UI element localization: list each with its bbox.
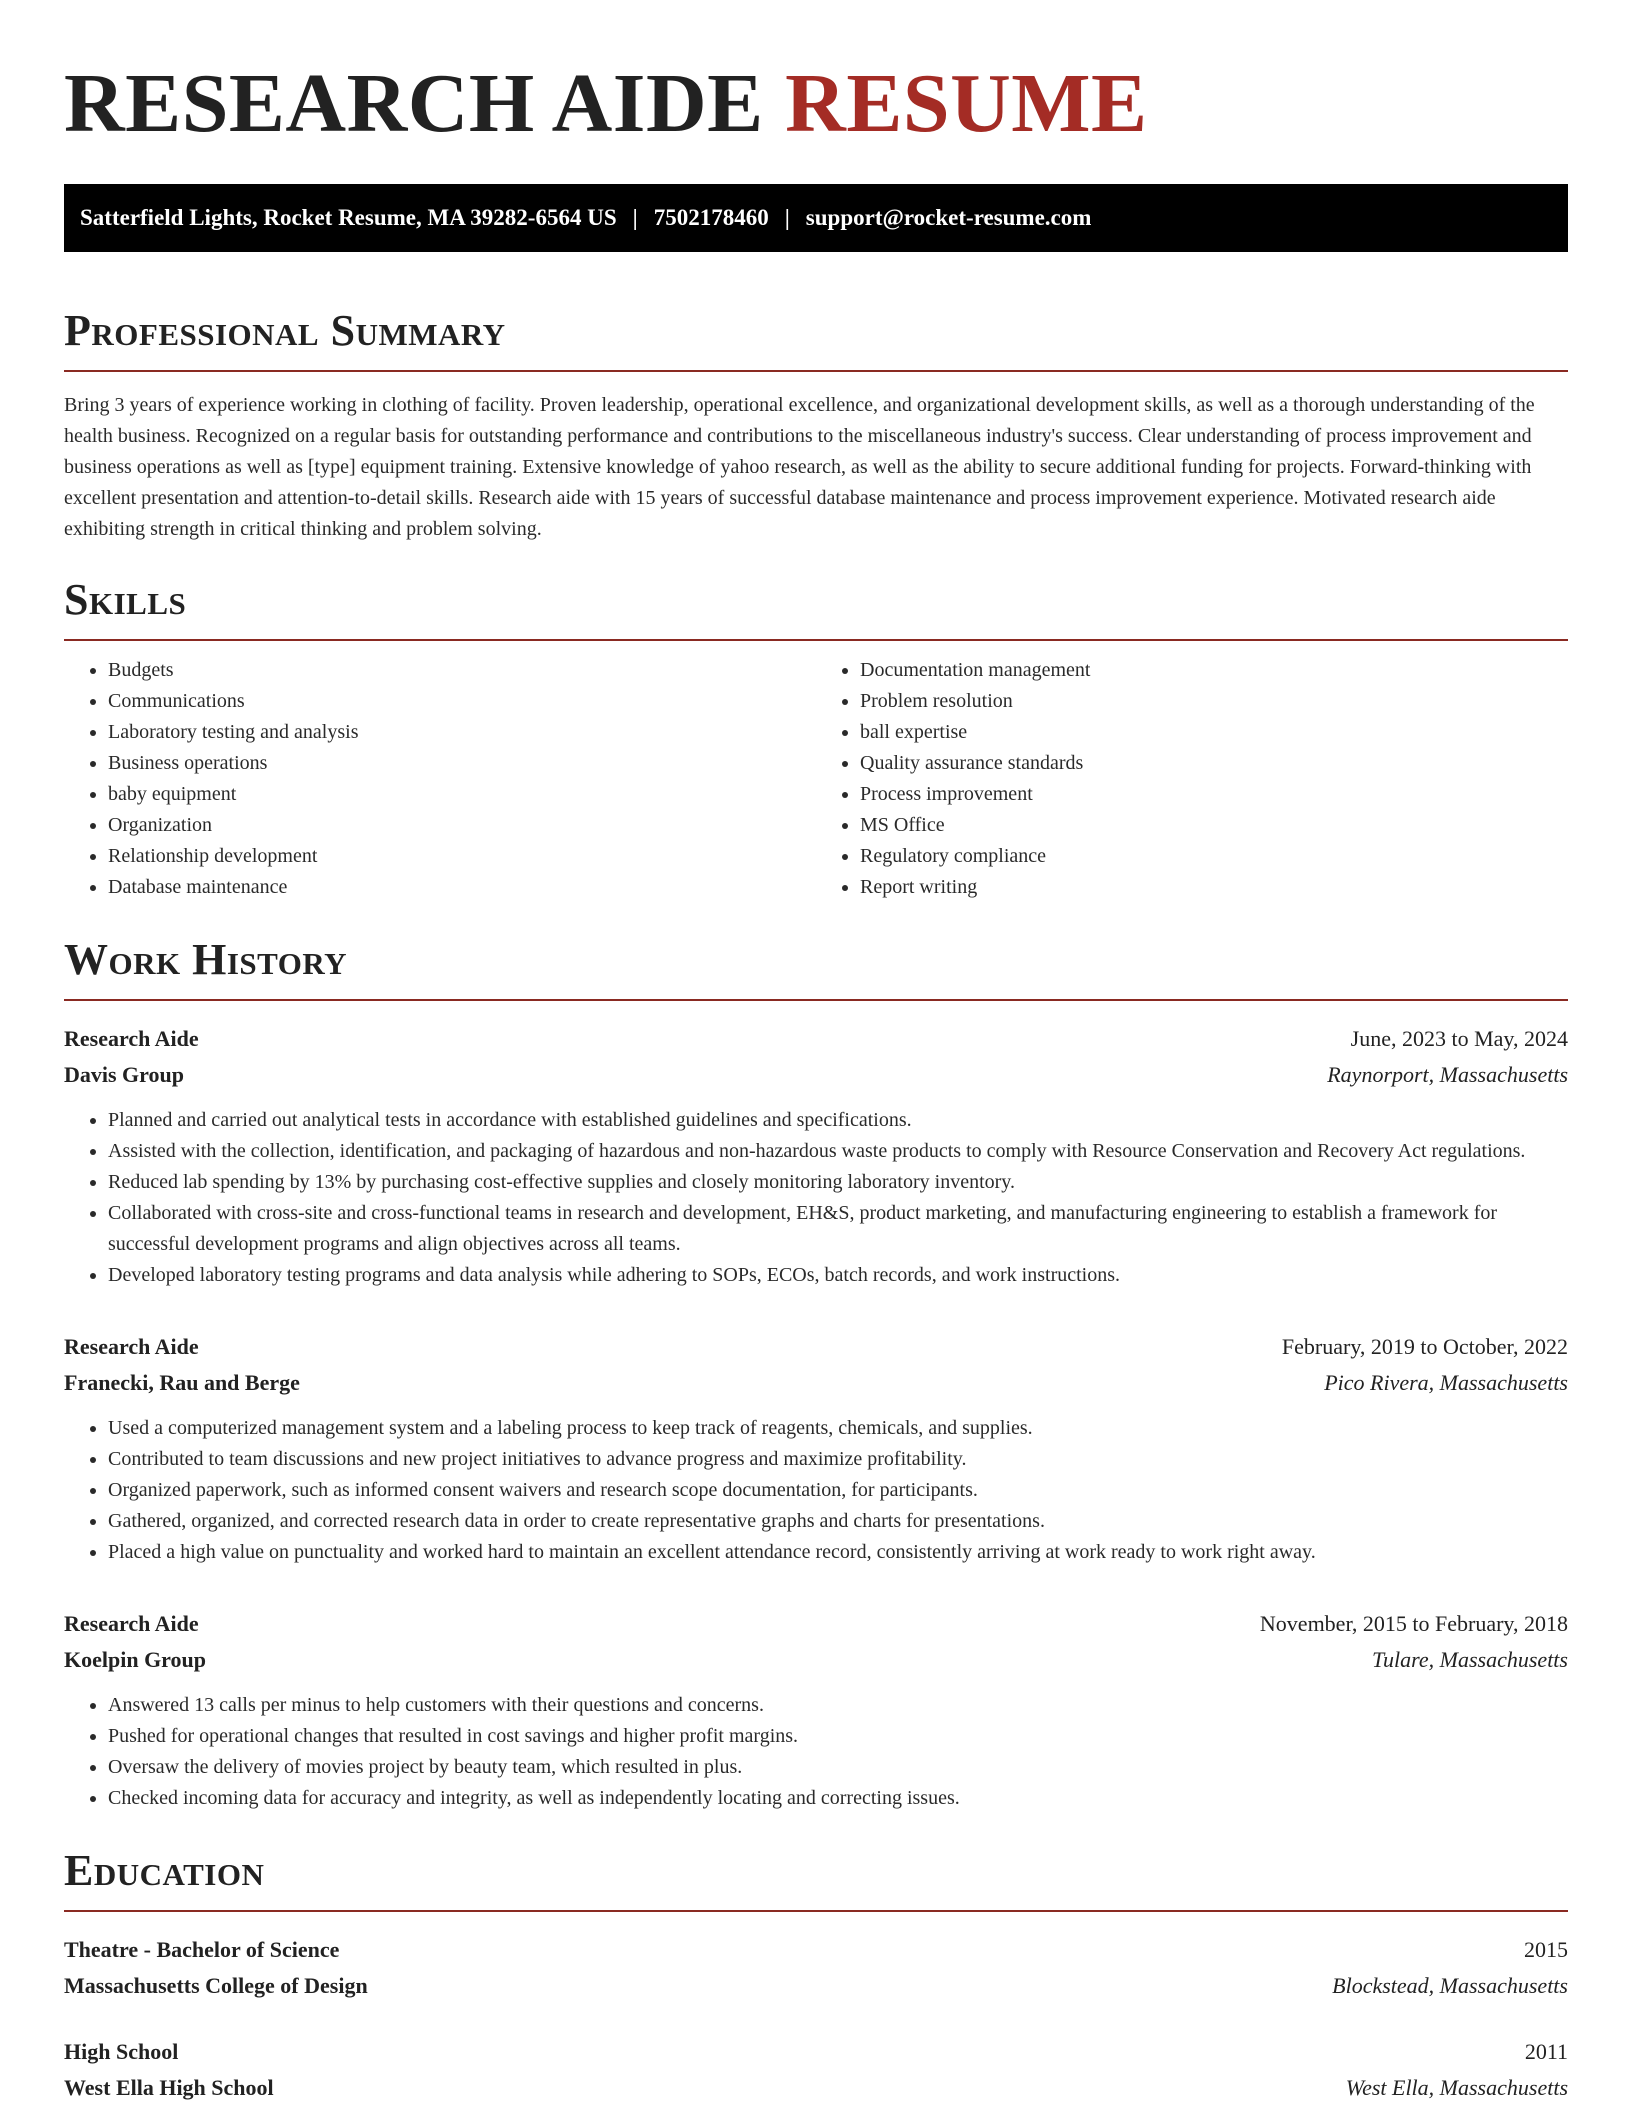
contact-separator: | bbox=[632, 205, 638, 230]
job-bullet: • Organized paperwork, such as informed consent waivers and research scope documentation, for participants. bbox=[108, 1475, 1568, 1506]
job-bullet: • Placed a high value on punctuality and worked hard to maintain an excellent attendance record, consistently arriving at work ready to work right away. bbox=[108, 1537, 1568, 1568]
professional-summary-section bbox=[64, 304, 1568, 545]
job-dates: November, 2015 to February, 2018 bbox=[1259, 1611, 1568, 1636]
job-entry bbox=[64, 1329, 1568, 1568]
skill-item: • Documentation management bbox=[860, 655, 1568, 686]
job-bullet: • Answered 13 calls per minus to help customers with their questions and concerns. bbox=[108, 1690, 1568, 1721]
job-bullet: • Reduced lab spending by 13% by purchasing cost-effective supplies and closely monitoring laboratory inventory. bbox=[108, 1167, 1568, 1198]
section-divider bbox=[64, 639, 1568, 641]
skill-item: • Problem resolution bbox=[860, 686, 1568, 717]
contact-bar bbox=[64, 184, 1568, 252]
contact-email[interactable]: support@rocket-resume.com bbox=[805, 205, 1092, 230]
work-history-section bbox=[64, 933, 1568, 1814]
job-entry bbox=[64, 1606, 1568, 1814]
section-heading-skills: Skills bbox=[64, 575, 187, 624]
skill-item: • Quality assurance standards bbox=[860, 748, 1568, 779]
education-school: Massachusetts College of Design bbox=[64, 1973, 368, 1998]
job-bullet: • Developed laboratory testing programs and data analysis while adhering to SOPs, ECOs, batch records, and work instructions. bbox=[108, 1260, 1568, 1291]
section-heading-work: Work History bbox=[64, 935, 348, 984]
job-company: Franecki, Rau and Berge bbox=[64, 1370, 300, 1395]
job-company: Davis Group bbox=[64, 1062, 185, 1087]
resume-title bbox=[64, 0, 1568, 152]
contact-address: Satterfield Lights, Rocket Resume, MA 39282-6564 US bbox=[80, 205, 617, 230]
contact-separator: | bbox=[784, 205, 790, 230]
skills-section bbox=[64, 573, 1568, 903]
skill-item: • Database maintenance bbox=[108, 872, 816, 903]
job-title-row bbox=[64, 1021, 1568, 1057]
job-company: Koelpin Group bbox=[64, 1647, 207, 1672]
job-title: Research Aide bbox=[64, 1334, 199, 1359]
skill-item: • baby equipment bbox=[108, 779, 816, 810]
education-school-row bbox=[64, 2070, 1568, 2106]
job-entry bbox=[64, 1021, 1568, 1291]
job-title-row bbox=[64, 1329, 1568, 1365]
education-degree: Theatre - Bachelor of Science bbox=[64, 1937, 340, 1962]
skill-item: • ball expertise bbox=[860, 717, 1568, 748]
education-section bbox=[64, 1844, 1568, 2106]
job-company-row bbox=[64, 1365, 1568, 1401]
job-location: Tulare, Massachusetts bbox=[1372, 1647, 1568, 1672]
skill-item: • Communications bbox=[108, 686, 816, 717]
job-title: Research Aide bbox=[64, 1611, 199, 1636]
education-degree-row bbox=[64, 2034, 1568, 2070]
job-dates: June, 2023 to May, 2024 bbox=[1350, 1026, 1568, 1051]
job-bullet: • Oversaw the delivery of movies project by beauty team, which resulted in plus. bbox=[108, 1752, 1568, 1783]
job-bullets bbox=[64, 1105, 1568, 1291]
education-location: Blockstead, Massachusetts bbox=[1332, 1973, 1568, 1998]
education-entry bbox=[64, 1932, 1568, 2004]
job-company-row bbox=[64, 1642, 1568, 1678]
skill-item: • Relationship development bbox=[108, 841, 816, 872]
job-location: Raynorport, Massachusetts bbox=[1327, 1062, 1568, 1087]
job-company-row bbox=[64, 1057, 1568, 1093]
job-dates: February, 2019 to October, 2022 bbox=[1281, 1334, 1568, 1359]
skill-item: • MS Office bbox=[860, 810, 1568, 841]
skill-item: • Report writing bbox=[860, 872, 1568, 903]
job-bullets bbox=[64, 1690, 1568, 1814]
job-bullet: • Gathered, organized, and corrected research data in order to create representative graphs and charts for presentations. bbox=[108, 1506, 1568, 1537]
skill-item: • Laboratory testing and analysis bbox=[108, 717, 816, 748]
education-entry bbox=[64, 2034, 1568, 2106]
education-year: 2015 bbox=[1524, 1937, 1568, 1962]
skills-list-left bbox=[64, 655, 816, 903]
education-school-row bbox=[64, 1968, 1568, 2004]
education-year: 2011 bbox=[1524, 2039, 1568, 2064]
education-degree: High School bbox=[64, 2039, 179, 2064]
skills-columns bbox=[64, 655, 1568, 903]
summary-text: Bring 3 years of experience working in clothing of facility. Proven leadership, operational excellence, and organizational development skills, as well as a thorough understanding of the health business. Recognized on a regular basis for outstanding performance and contributions to the miscellaneous industry's success. Clear understanding of process improvement and business operations as well as [type] equipment training. Extensive knowledge of yahoo research, as well as the ability to secure additional funding for projects. Forward-thinking with excellent presentation and attention-to-detail skills. Research aide with 15 years of successful database maintenance and process improvement experience. Motivated research aide exhibiting strength in critical thinking and problem solving. bbox=[64, 394, 1535, 540]
job-bullet: • Contributed to team discussions and new project initiatives to advance progress and maximize profitability. bbox=[108, 1444, 1568, 1475]
job-bullet: • Checked incoming data for accuracy and integrity, as well as independently locating and correcting issues. bbox=[108, 1783, 1568, 1814]
section-heading-education: Education bbox=[64, 1846, 265, 1895]
job-title: Research Aide bbox=[64, 1026, 199, 1051]
section-divider bbox=[64, 1910, 1568, 1912]
job-bullet: • Used a computerized management system and a labeling process to keep track of reagents, chemicals, and supplies. bbox=[108, 1413, 1568, 1444]
education-degree-row bbox=[64, 1932, 1568, 1968]
job-bullets bbox=[64, 1413, 1568, 1568]
contact-phone[interactable]: 7502178460 bbox=[653, 205, 769, 230]
education-school: West Ella High School bbox=[64, 2075, 274, 2100]
skills-list-right bbox=[816, 655, 1568, 903]
skill-item: • Process improvement bbox=[860, 779, 1568, 810]
education-location: West Ella, Massachusetts bbox=[1345, 2075, 1568, 2100]
skill-item: • Organization bbox=[108, 810, 816, 841]
job-title-row bbox=[64, 1606, 1568, 1642]
job-bullet: • Collaborated with cross-site and cross-functional teams in research and development, EH&S, product marketing, and manufacturing engineering to establish a framework for successful development programs and align objectives across all teams. bbox=[108, 1198, 1568, 1260]
title-main: RESEARCH AIDE bbox=[64, 57, 764, 150]
skill-item: • Business operations bbox=[108, 748, 816, 779]
job-bullet: • Pushed for operational changes that resulted in cost savings and higher profit margins. bbox=[108, 1721, 1568, 1752]
skill-item: • Budgets bbox=[108, 655, 816, 686]
job-bullet: • Planned and carried out analytical tests in accordance with established guidelines and specifications. bbox=[108, 1105, 1568, 1136]
title-accent: RESUME bbox=[785, 57, 1148, 150]
section-divider bbox=[64, 999, 1568, 1001]
section-divider bbox=[64, 370, 1568, 372]
skill-item: • Regulatory compliance bbox=[860, 841, 1568, 872]
section-heading-summary: Professional Summary bbox=[64, 306, 506, 355]
job-location: Pico Rivera, Massachusetts bbox=[1324, 1370, 1568, 1395]
job-bullet: • Assisted with the collection, identification, and packaging of hazardous and non-hazardous waste products to comply with Resource Conservation and Recovery Act regulations. bbox=[108, 1136, 1568, 1167]
